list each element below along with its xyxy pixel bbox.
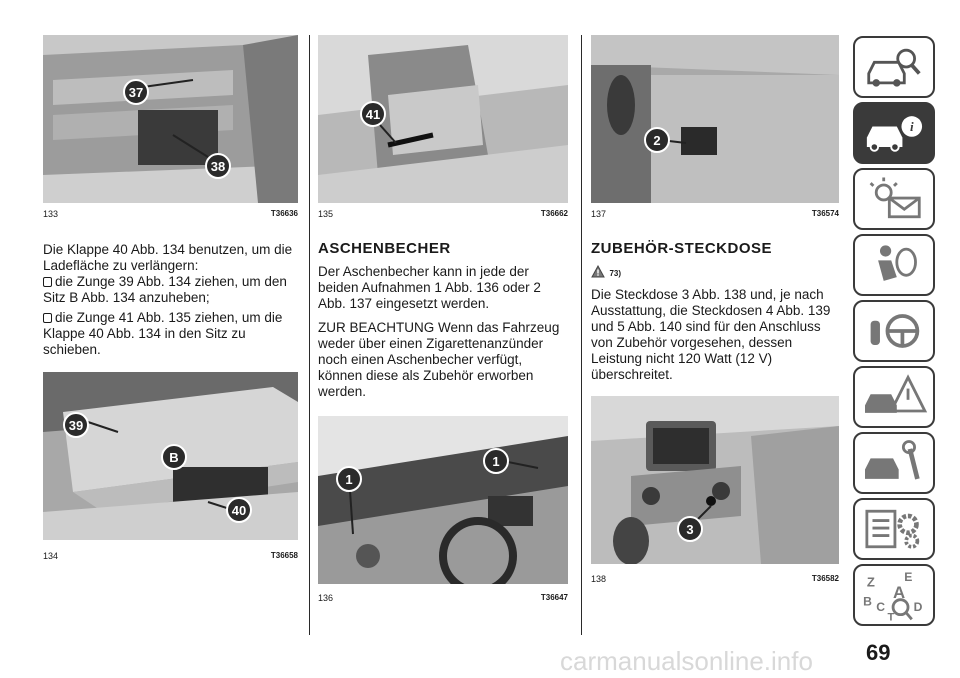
bullet-item [43,274,301,306]
figure-code: T36574 [811,209,839,218]
column-3-text [591,287,841,391]
ashtray-heading: ASCHENBECHER [318,240,451,257]
car-info-icon [855,104,933,162]
figure-133-caption [43,209,298,223]
figure-135-photo [318,35,568,203]
callout-40: 40 [226,497,252,523]
figure-number: 134 [43,551,59,561]
index-letter: E [904,569,913,584]
intro-paragraph: Die Klappe 40 Abb. 134 benutzen, um die Ladefläche zu verlängern: [43,242,293,273]
key-steering-icon [855,302,933,360]
tab-index[interactable] [853,564,935,626]
index-letter: D [913,599,923,614]
column-divider [309,35,310,635]
index-letter: A [893,582,906,602]
callout-1: 1 [483,448,509,474]
column-divider [581,35,582,635]
specs-gear-icon [855,500,933,558]
figure-code: T36636 [270,209,298,218]
warning-light-mail-icon [855,170,933,228]
airbag-seat-icon [855,236,933,294]
tab-maintenance[interactable] [853,432,935,494]
figure-137-photo [591,35,839,203]
figure-138-caption [591,574,839,588]
callout-38: 38 [205,153,231,179]
tab-warning-lights[interactable] [853,168,935,230]
callout-39: 39 [63,412,89,438]
figure-137-caption [591,209,839,223]
ashtray-paragraph-2: ZUR BEACHTUNG Wenn das Fahrzeug weder über einen Zigarettenanzünder noch einen Aschenbecher verfügt, können diese als Zubehör erworben werden. [318,320,560,399]
column-2-text [318,264,570,408]
figure-134-photo [43,372,298,540]
callout-2: 2 [644,127,670,153]
bullet-item [43,310,301,358]
figure-135-caption [318,209,568,223]
column-1-text [43,242,301,358]
figure-138-photo [591,396,839,564]
tab-car-info[interactable] [853,102,935,164]
warning-triangle-icon [591,265,605,278]
callout-B: B [161,444,187,470]
car-search-icon [855,38,933,96]
index-letter: B [863,594,872,609]
socket-paragraph: Die Steckdose 3 Abb. 138 und, je nach Ausstattung, die Steckdosen 4 Abb. 139 und 5 Abb. 140 sind für den Anschluss von Zubehör vorgesehen, dessen Leistung nicht 120 Watt (12 V) überschreitet. [591,287,831,382]
callout-37: 37 [123,79,149,105]
figure-number: 133 [43,209,59,219]
callout-41: 41 [360,101,386,127]
index-letter: T [887,611,895,624]
checkbox-bullet-icon [43,313,52,323]
callout-1: 1 [336,466,362,492]
index-letter: Z [866,574,875,590]
index-letter: C [876,599,886,614]
bullet-text: die Zunge 39 Abb. 134 ziehen, um den Sitz B Abb. 134 anzuheben; [43,274,287,305]
index-letters-icon [855,566,933,624]
figure-number: 137 [591,209,607,219]
bullet-text: die Zunge 41 Abb. 135 ziehen, um die Klappe 40 Abb. 134 in den Sitz zu schieben. [43,310,283,357]
car-wrench-icon [855,434,933,492]
figure-133-photo [43,35,298,203]
callout-3: 3 [677,516,703,542]
tab-starting-driving[interactable] [853,300,935,362]
svg-text:i: i [909,119,914,135]
figure-number: 136 [318,593,334,603]
socket-heading: ZUBEHÖR-STECKDOSE [591,240,773,257]
warning-ref-text: 73) [609,269,622,278]
figure-number: 135 [318,209,334,219]
figure-134-caption [43,551,298,565]
car-breakdown-icon [855,368,933,426]
figure-code: T36658 [270,551,298,560]
figure-136-caption [318,593,568,607]
tab-technical-data[interactable] [853,498,935,560]
figure-code: T36662 [540,209,568,218]
watermark: carmanualsonline.info [560,646,813,676]
figure-code: T36647 [540,593,568,602]
tab-car-search[interactable] [853,36,935,98]
page-number: 69 [866,640,891,665]
tab-emergency[interactable] [853,366,935,428]
checkbox-bullet-icon [43,277,52,287]
figure-number: 138 [591,574,607,584]
tab-safety[interactable] [853,234,935,296]
figure-code: T36582 [811,574,839,583]
warning-reference [591,263,621,279]
figure-136-photo [318,416,568,584]
ashtray-paragraph-1: Der Aschenbecher kann in jede der beiden Aufnahmen 1 Abb. 136 oder 2 Abb. 137 eingesetzt werden. [318,264,541,311]
